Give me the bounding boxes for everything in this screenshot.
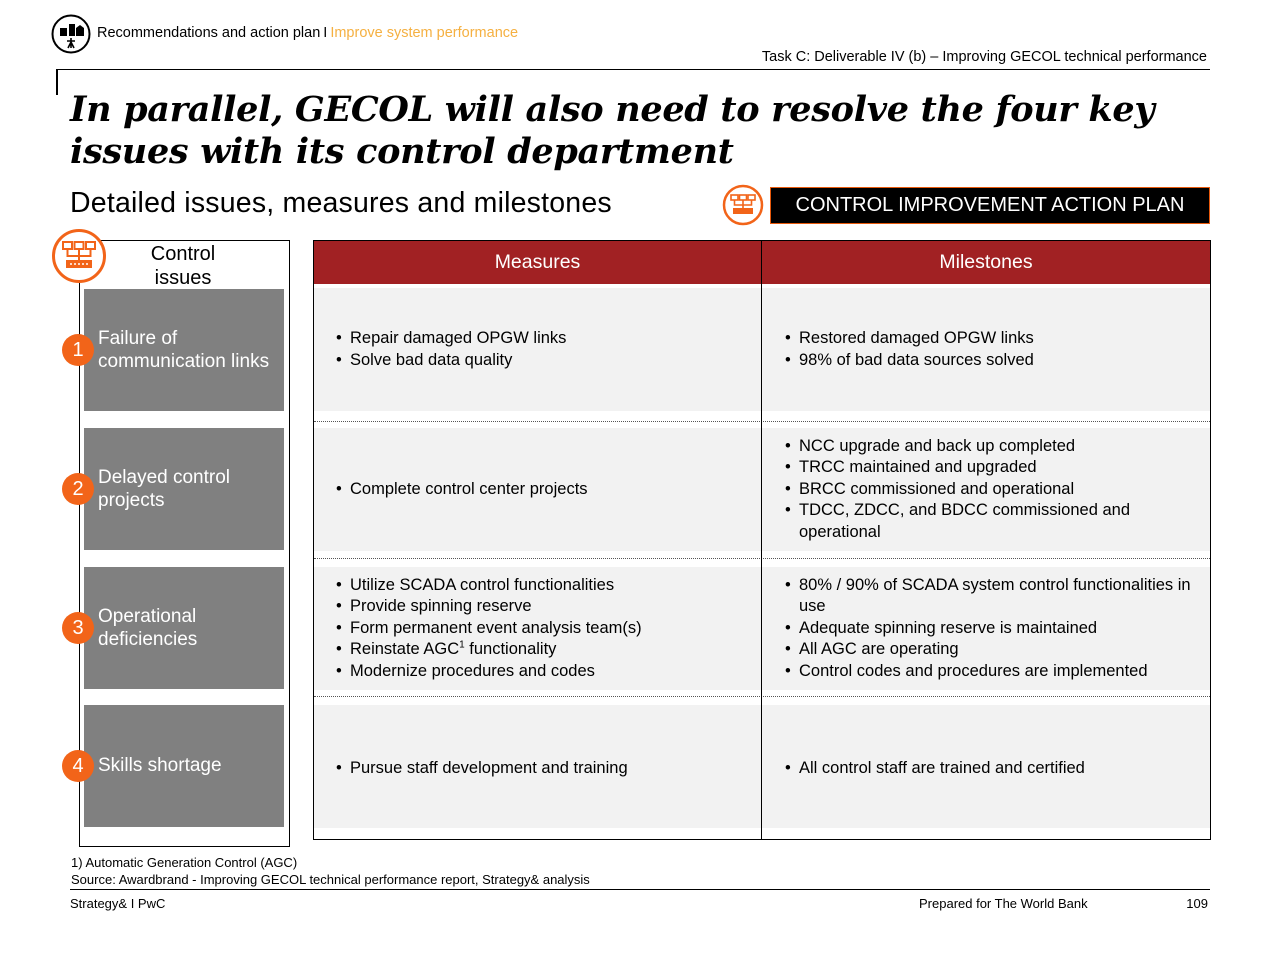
column-divider — [761, 241, 762, 839]
list-item: • All control staff are trained and certified — [775, 758, 1200, 779]
header-rule — [56, 69, 1210, 70]
footnote-ref: 1 — [459, 639, 465, 651]
list-item: • Solve bad data quality — [326, 350, 756, 371]
issue-number-badge: 2 — [62, 473, 94, 505]
company-logo-icon — [51, 14, 91, 54]
footer-brand: Strategy& I PwC — [70, 896, 166, 911]
milestones-cell — [775, 288, 1200, 411]
issue-label: Skills shortage — [98, 755, 222, 777]
row-divider — [314, 696, 1210, 697]
measure-text: Reinstate AGC — [350, 640, 460, 659]
control-network-icon — [51, 228, 107, 284]
footer-rule — [70, 889, 1210, 890]
list-item: • Form permanent event analysis team(s) — [326, 618, 756, 639]
page-number: 109 — [1186, 896, 1208, 911]
page-subtitle: Detailed issues, measures and milestones — [70, 187, 612, 219]
issue-box — [84, 705, 284, 827]
list-item: • TDCC, ZDCC, and BDCC commissioned and operational — [775, 500, 1200, 543]
list-item: • Complete control center projects — [326, 479, 756, 500]
page-title: In parallel, GECOL will also need to resolve the four key issues with its control department — [70, 89, 1155, 172]
list-item: • All AGC are operating — [775, 639, 1200, 660]
list-item: • Utilize SCADA control functionalities — [326, 575, 756, 596]
list-item: • 98% of bad data sources solved — [775, 350, 1200, 371]
action-plan-badge: CONTROL IMPROVEMENT ACTION PLAN — [770, 187, 1210, 224]
breadcrumb — [97, 25, 518, 41]
issue-label: Delayed control projects — [98, 466, 231, 511]
list-item: • Restored damaged OPGW links — [775, 328, 1200, 349]
list-item: • TRCC maintained and upgraded — [775, 457, 1200, 478]
milestones-cell — [775, 705, 1200, 833]
measures-cell — [326, 428, 756, 551]
measure-text-suffix: functionality — [464, 640, 557, 659]
footnote: 1) Automatic Generation Control (AGC) — [71, 855, 298, 870]
list-item — [326, 639, 756, 660]
list-item: • Control codes and procedures are implemented — [775, 661, 1200, 682]
list-item: • 80% / 90% of SCADA system control functionalities in use — [775, 575, 1200, 618]
breadcrumb-subsection: Improve system performance — [330, 25, 519, 41]
measures-cell — [326, 288, 756, 411]
row-divider — [314, 558, 1210, 559]
column-header-measures: Measures — [494, 251, 581, 273]
list-item: • NCC upgrade and back up completed — [775, 436, 1200, 457]
issue-box — [84, 289, 284, 411]
column-header-milestones: Milestones — [939, 251, 1033, 273]
list-item: • Modernize procedures and codes — [326, 661, 756, 682]
milestones-cell — [775, 567, 1200, 690]
list-item: • Repair damaged OPGW links — [326, 328, 756, 349]
row-divider — [314, 421, 1210, 422]
issue-number-badge: 4 — [62, 750, 94, 782]
measures-cell — [326, 705, 756, 833]
list-item: • Provide spinning reserve — [326, 596, 756, 617]
control-network-icon — [722, 184, 764, 226]
measures-cell — [326, 567, 756, 690]
source-note: Source: Awardbrand - Improving GECOL technical performance report, Strategy& analysis — [71, 872, 590, 887]
issue-box — [84, 428, 284, 550]
breadcrumb-separator: I — [323, 25, 328, 41]
issue-box — [84, 567, 284, 689]
list-item: • BRCC commissioned and operational — [775, 479, 1200, 500]
corner-mark — [56, 69, 58, 95]
milestones-cell — [775, 428, 1200, 551]
issue-label: Operational deficiencies — [98, 605, 198, 650]
list-item: • Pursue staff development and training — [326, 758, 756, 779]
task-label: Task C: Deliverable IV (b) – Improving GECOL technical performance — [761, 49, 1207, 65]
issue-number-badge: 1 — [62, 334, 94, 366]
issue-label: Failure of communication links — [98, 327, 270, 372]
issues-header: Control issues — [150, 243, 216, 289]
footer-prepared-for: Prepared for The World Bank — [919, 896, 1088, 911]
breadcrumb-section: Recommendations and action plan — [97, 25, 321, 41]
issue-number-badge: 3 — [62, 612, 94, 644]
list-item: • Adequate spinning reserve is maintained — [775, 618, 1200, 639]
